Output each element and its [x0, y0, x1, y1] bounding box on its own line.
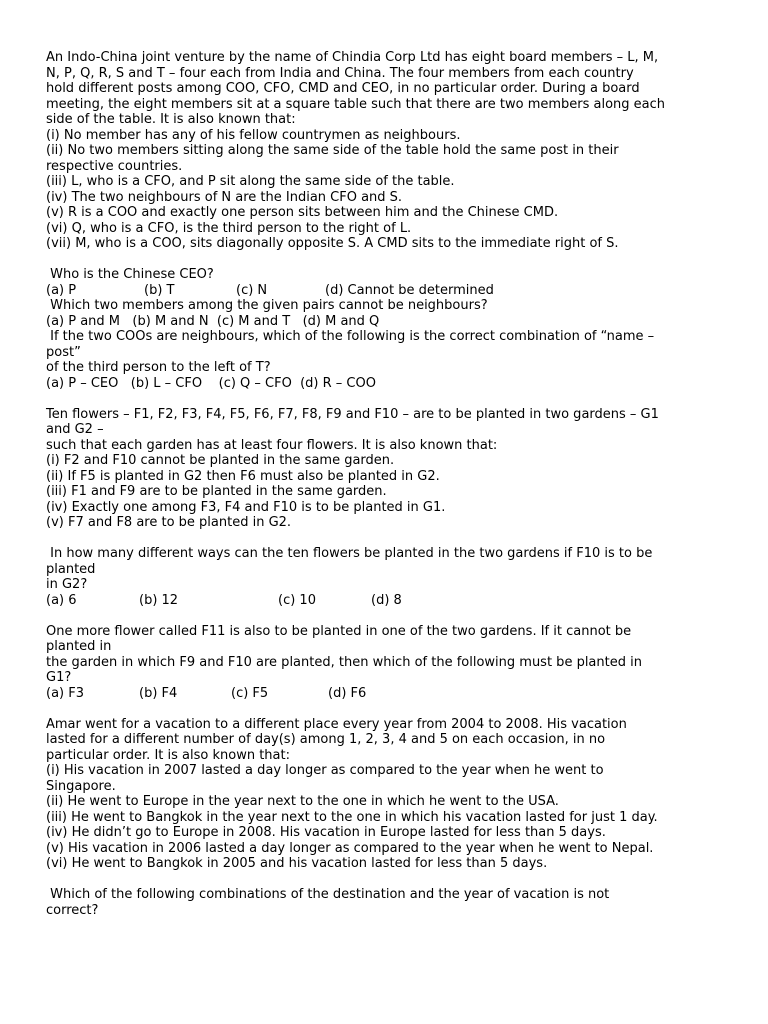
text-line: such that each garden has at least four flowers. It is also known that:	[46, 437, 498, 453]
question-f11: planted in	[46, 639, 112, 654]
text-line: (vi) He went to Bangkok in 2005 and his vacation lasted for less than 5 days.	[46, 856, 548, 871]
option-b: (b) T	[144, 282, 175, 298]
question-f11: the garden in which F9 and F10 are planted, then which of the following must be planted in	[46, 654, 642, 670]
text-line: meeting, the eight members sit at a square table such that there are two members along each	[46, 96, 666, 112]
text-line: hold different posts among COO, CFO, CMD and CEO, in no particular order. During a board	[46, 81, 640, 96]
option-d: (d) Cannot be determined	[325, 282, 494, 298]
text-line: respective countries.	[46, 158, 183, 174]
text-line: (v) His vacation in 2006 lasted a day longer as compared to the year when he went to Nepal.	[46, 840, 654, 856]
text-line: (ii) He went to Europe in the year next to the one in which he went to the USA.	[46, 794, 559, 809]
options-neighbours: (a) P and M (b) M and N (c) M and T (d) M and Q	[46, 313, 380, 329]
question-flower-ways: In how many different ways can the ten flowers be planted in the two gardens if F10 is to be	[46, 546, 653, 561]
options-chinese-ceo	[46, 283, 736, 299]
paragraph-vacation	[46, 717, 736, 872]
text-line: Singapore.	[46, 778, 116, 794]
options-f11	[46, 686, 736, 702]
options-coo-neighbours: (a) P – CEO (b) L – CFO (c) Q – CFO (d) R – COO	[46, 375, 376, 391]
text-line: (ii) If F5 is planted in G2 then F6 must also be planted in G2.	[46, 468, 440, 484]
question-f11: One more flower called F11 is also to be planted in one of the two gardens. If it cannot be	[46, 623, 632, 639]
option-b: (b) 12	[139, 592, 179, 608]
option-c: (c) 10	[278, 592, 316, 608]
text-line: side of the table. It is also known that:	[46, 112, 296, 127]
option-b: (b) F4	[139, 685, 178, 701]
text-line: (v) F7 and F8 are to be planted in G2.	[46, 515, 292, 530]
paragraph-flowers	[46, 407, 736, 531]
text-line: (vii) M, who is a COO, sits diagonally opposite S. A CMD sits to the immediate right of S.	[46, 236, 619, 251]
text-line: particular order. It is also known that:	[46, 747, 290, 763]
text-line: (iv) Exactly one among F3, F4 and F10 is to be planted in G1.	[46, 499, 446, 515]
paragraph-chindia	[46, 50, 736, 252]
option-c: (c) N	[236, 282, 268, 298]
text-line: Amar went for a vacation to a different place every year from 2004 to 2008. His vacation	[46, 716, 627, 732]
text-line: (iii) L, who is a CFO, and P sit along the same side of the table.	[46, 174, 455, 189]
question-neighbours: Which two members among the given pairs cannot be neighbours?	[46, 298, 488, 313]
question-vacation: correct?	[46, 902, 99, 918]
question-chinese-ceo: Who is the Chinese CEO?	[46, 267, 214, 282]
question-vacation: Which of the following combinations of the destination and the year of vacation is not	[46, 887, 610, 902]
question-f11: G1?	[46, 670, 72, 685]
options-flower-ways	[46, 593, 736, 609]
text-line: lasted for a different number of day(s) among 1, 2, 3, 4 and 5 on each occasion, in no	[46, 732, 606, 747]
text-line: (i) His vacation in 2007 lasted a day longer as compared to the year when he went to	[46, 763, 604, 778]
option-d: (d) 8	[371, 592, 402, 608]
question-coo-neighbours: post”	[46, 344, 81, 360]
text-line: N, P, Q, R, S and T – four each from India and China. The four members from each country	[46, 65, 634, 81]
text-line: (i) F2 and F10 cannot be planted in the same garden.	[46, 453, 395, 468]
text-line: An Indo-China joint venture by the name of Chindia Corp Ltd has eight board members – L, M,	[46, 50, 659, 65]
text-line: (iii) F1 and F9 are to be planted in the same garden.	[46, 484, 387, 499]
question-flower-ways: planted	[46, 561, 96, 577]
text-line: (i) No member has any of his fellow countrymen as neighbours.	[46, 127, 461, 143]
text-line: (iv) The two neighbours of N are the Indian CFO and S.	[46, 189, 403, 205]
question-coo-neighbours: If the two COOs are neighbours, which of the following is the correct combination of “name –	[46, 329, 655, 344]
text-line: Ten flowers – F1, F2, F3, F4, F5, F6, F7, F8, F9 and F10 – are to be planted in two gardens – G1	[46, 406, 659, 422]
document-page	[46, 50, 736, 918]
text-line: (iii) He went to Bangkok in the year next to the one in which his vacation lasted for just 1 day.	[46, 809, 658, 825]
text-line: (ii) No two members sitting along the same side of the table hold the same post in their	[46, 143, 619, 158]
option-d: (d) F6	[328, 685, 367, 701]
option-a: (a) F3	[46, 685, 84, 701]
option-c: (c) F5	[231, 685, 269, 701]
option-a: (a) P	[46, 282, 77, 298]
text-line: (vi) Q, who is a CFO, is the third person to the right of L.	[46, 220, 412, 236]
option-a: (a) 6	[46, 592, 77, 608]
question-coo-neighbours: of the third person to the left of T?	[46, 360, 271, 375]
text-line: (iv) He didn’t go to Europe in 2008. His vacation in Europe lasted for less than 5 days.	[46, 825, 606, 840]
text-line: (v) R is a COO and exactly one person sits between him and the Chinese CMD.	[46, 205, 559, 220]
question-flower-ways: in G2?	[46, 577, 88, 592]
text-line: and G2 –	[46, 422, 104, 437]
